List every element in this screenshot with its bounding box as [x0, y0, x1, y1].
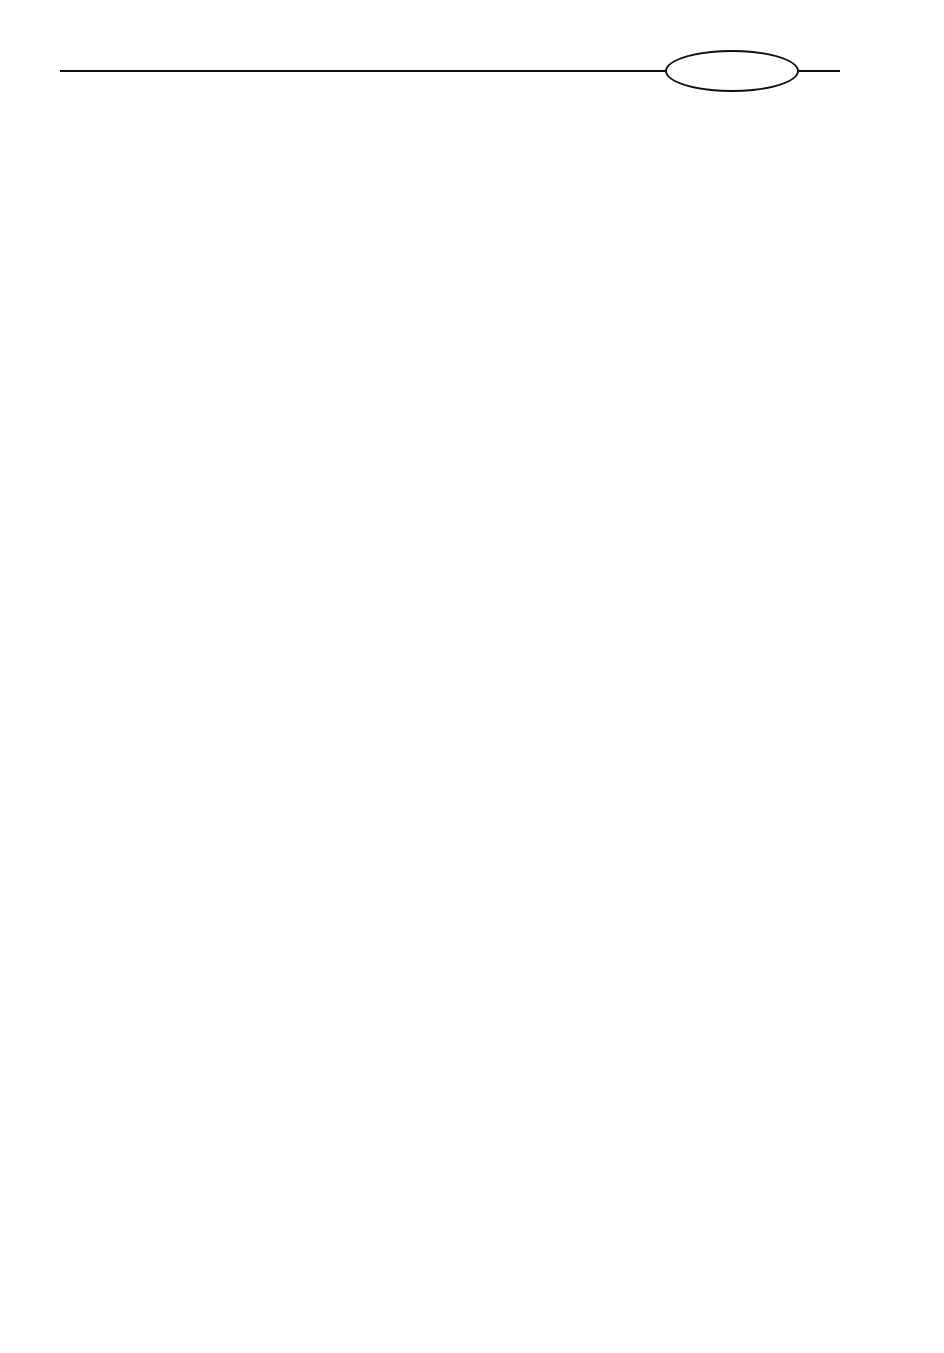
index-entries [70, 0, 850, 1353]
